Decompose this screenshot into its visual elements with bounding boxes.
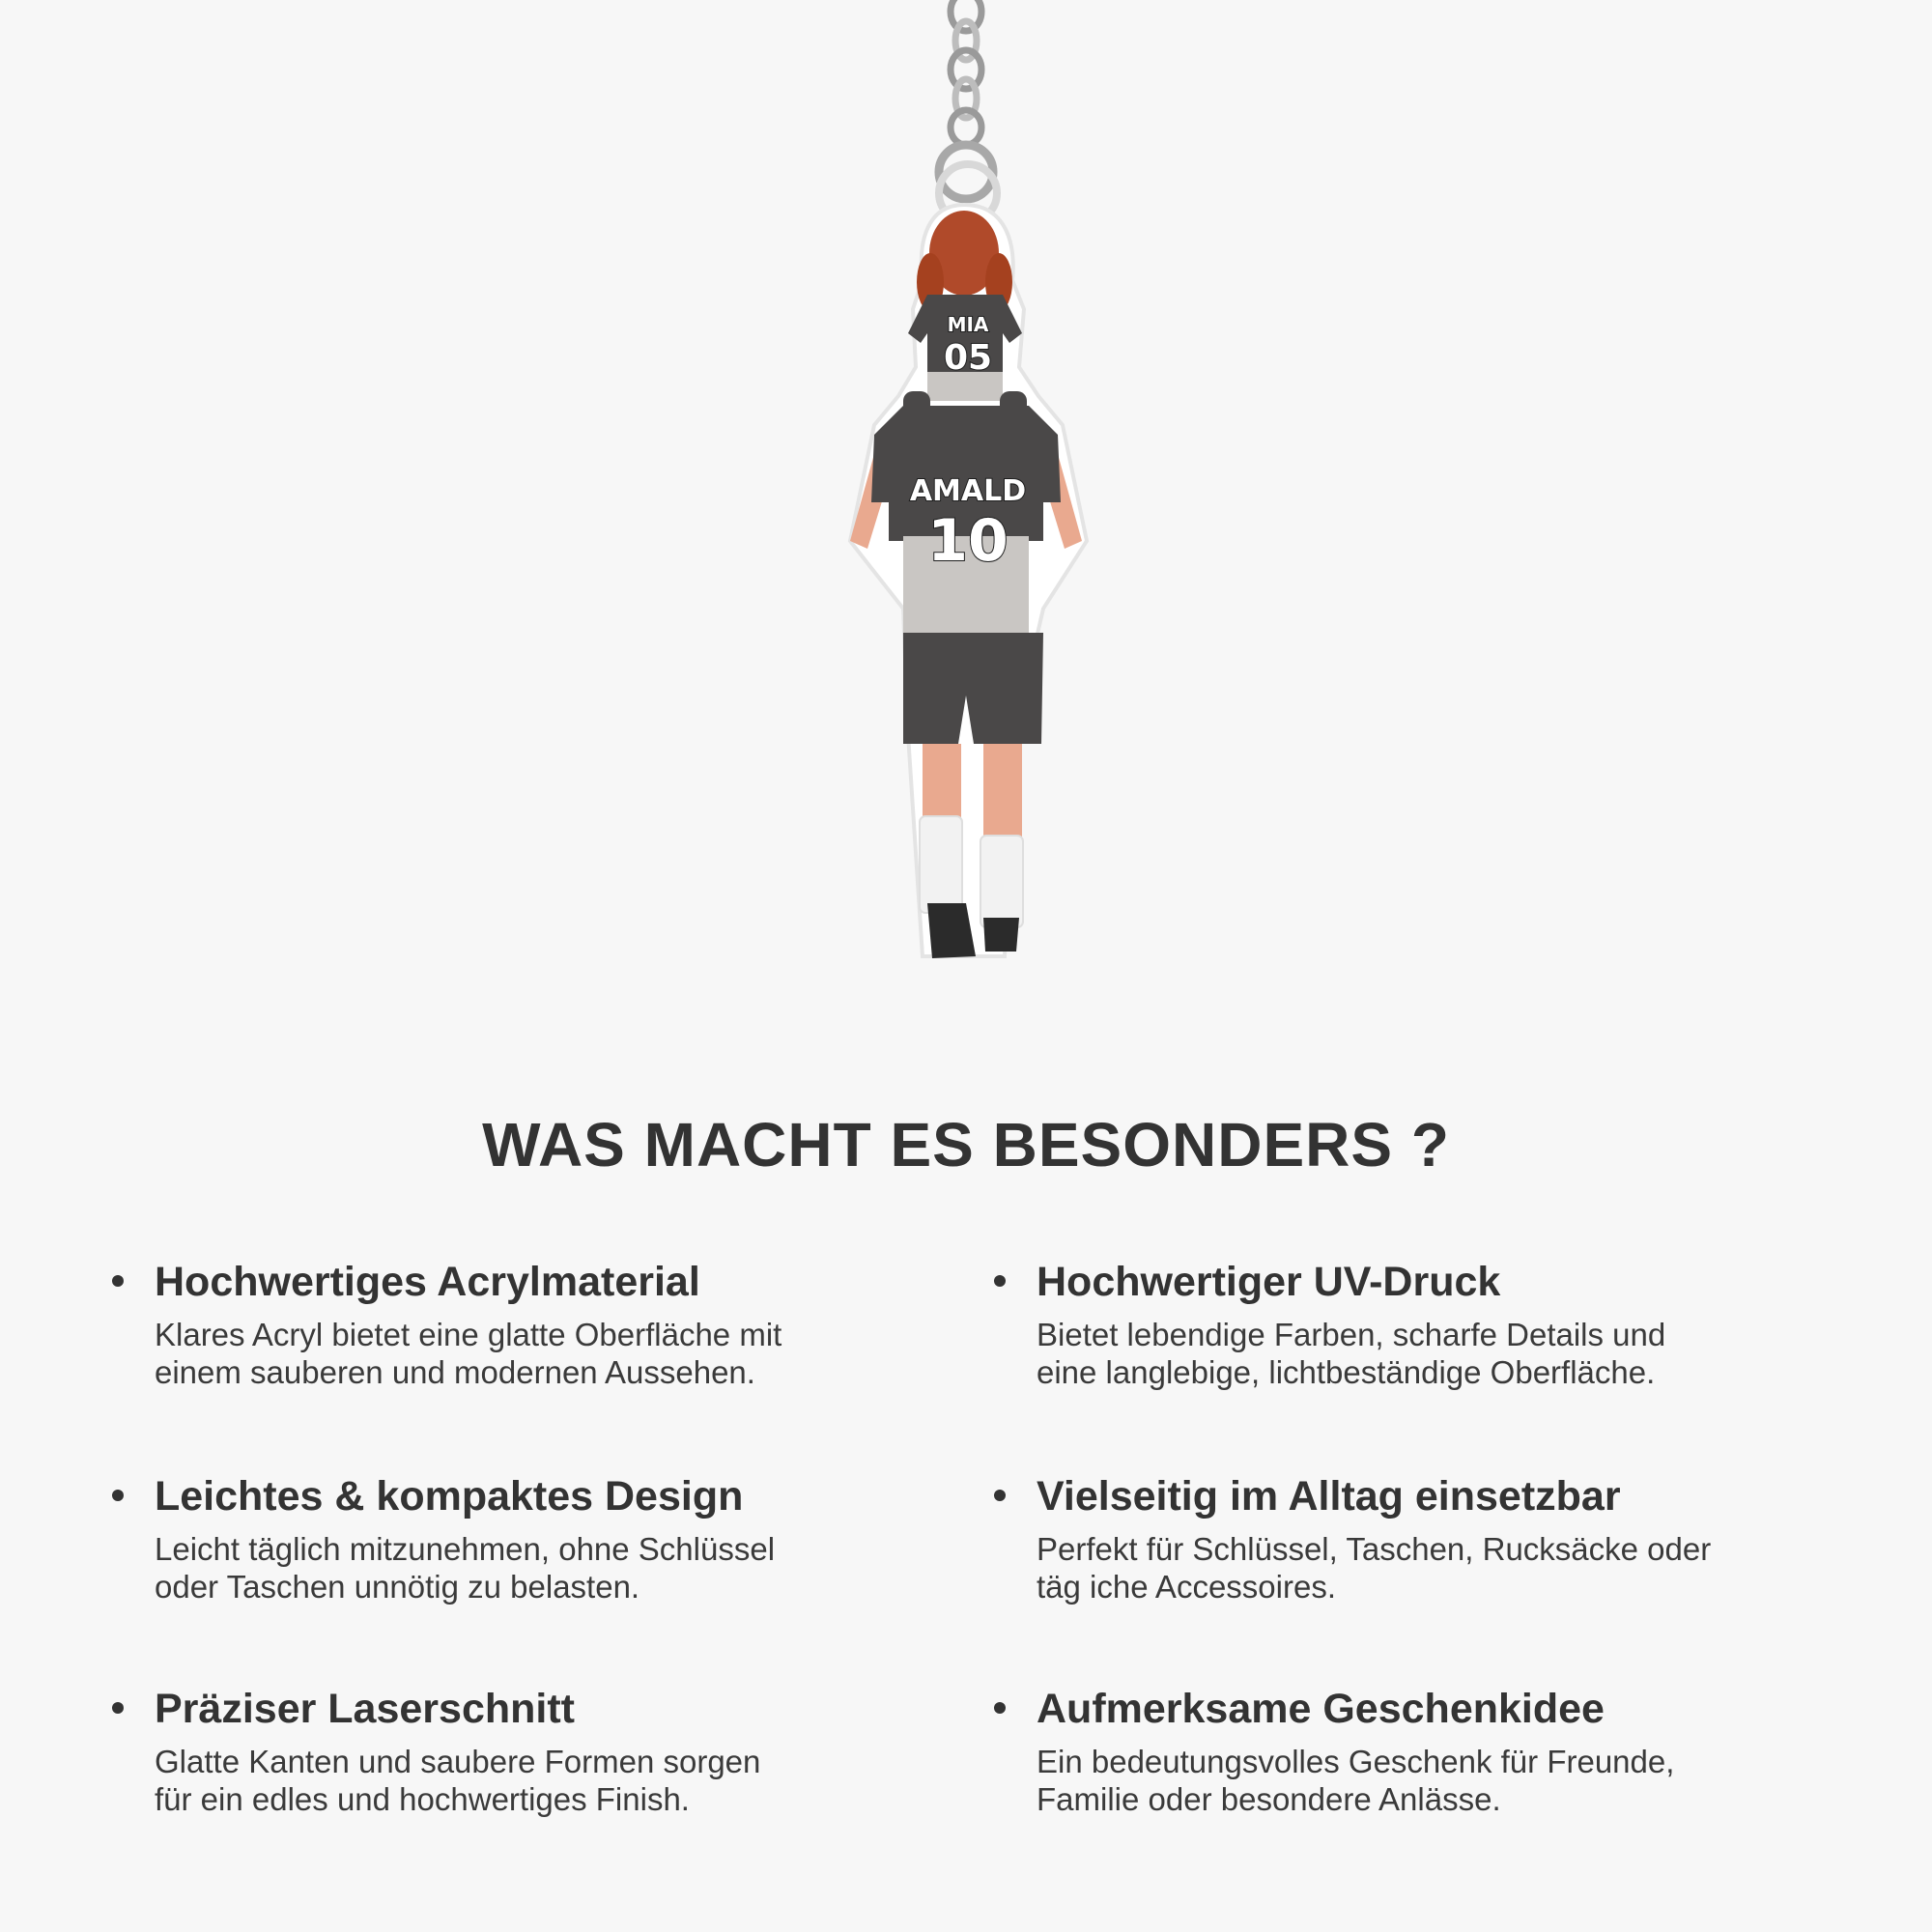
section-heading: WAS MACHT ES BESONDERS ? <box>482 1110 1450 1179</box>
adult-number-text: 10 <box>927 507 1009 575</box>
bullet-icon <box>994 1702 1006 1714</box>
adult-name-text: AMALD <box>909 474 1027 508</box>
feature-title: Präziser Laserschnitt <box>155 1686 575 1732</box>
bullet-icon <box>112 1490 124 1501</box>
feature-description: Leicht täglich mitzunehmen, ohne Schlüssel oder Taschen unnötig zu belasten. <box>155 1531 776 1605</box>
feature-title: Leichtes & kompaktes Design <box>155 1473 744 1520</box>
feature-title: Aufmerksame Geschenkidee <box>1037 1686 1605 1732</box>
feature-compact-design <box>155 1470 947 1605</box>
feature-description: Bietet lebendige Farben, scharfe Details und eine langlebige, lichtbeständige Oberfläche. <box>1037 1317 1666 1390</box>
feature-description: Klares Acryl bietet eine glatte Oberfläche mit einem sauberen und modernen Aussehen. <box>155 1317 782 1390</box>
child-name-text: MIA <box>947 313 989 336</box>
feature-uv-print <box>1037 1256 1829 1391</box>
child-number-text: 05 <box>943 338 993 378</box>
bullet-icon <box>994 1490 1006 1501</box>
feature-title: Vielseitig im Alltag einsetzbar <box>1037 1473 1621 1520</box>
feature-description: Ein bedeutungsvolles Geschenk für Freunde, Familie oder besondere Anlässe. <box>1037 1744 1675 1817</box>
feature-title: Hochwertiges Acrylmaterial <box>155 1259 700 1305</box>
bullet-icon <box>994 1275 1006 1287</box>
chain <box>951 0 981 145</box>
bullet-icon <box>112 1702 124 1714</box>
feature-title: Hochwertiger UV-Druck <box>1037 1259 1501 1305</box>
feature-everyday-use <box>1037 1470 1829 1605</box>
feature-gift-idea <box>1037 1683 1829 1818</box>
feature-description: Glatte Kanten und saubere Formen sorgen für ein edles und hochwertiges Finish. <box>155 1744 761 1817</box>
feature-laser-cut <box>155 1683 947 1818</box>
bullet-icon <box>112 1275 124 1287</box>
feature-description: Perfekt für Schlüssel, Taschen, Rucksäcke oder täg iche Accessoires. <box>1037 1531 1712 1605</box>
feature-acrylic-material <box>155 1256 947 1391</box>
